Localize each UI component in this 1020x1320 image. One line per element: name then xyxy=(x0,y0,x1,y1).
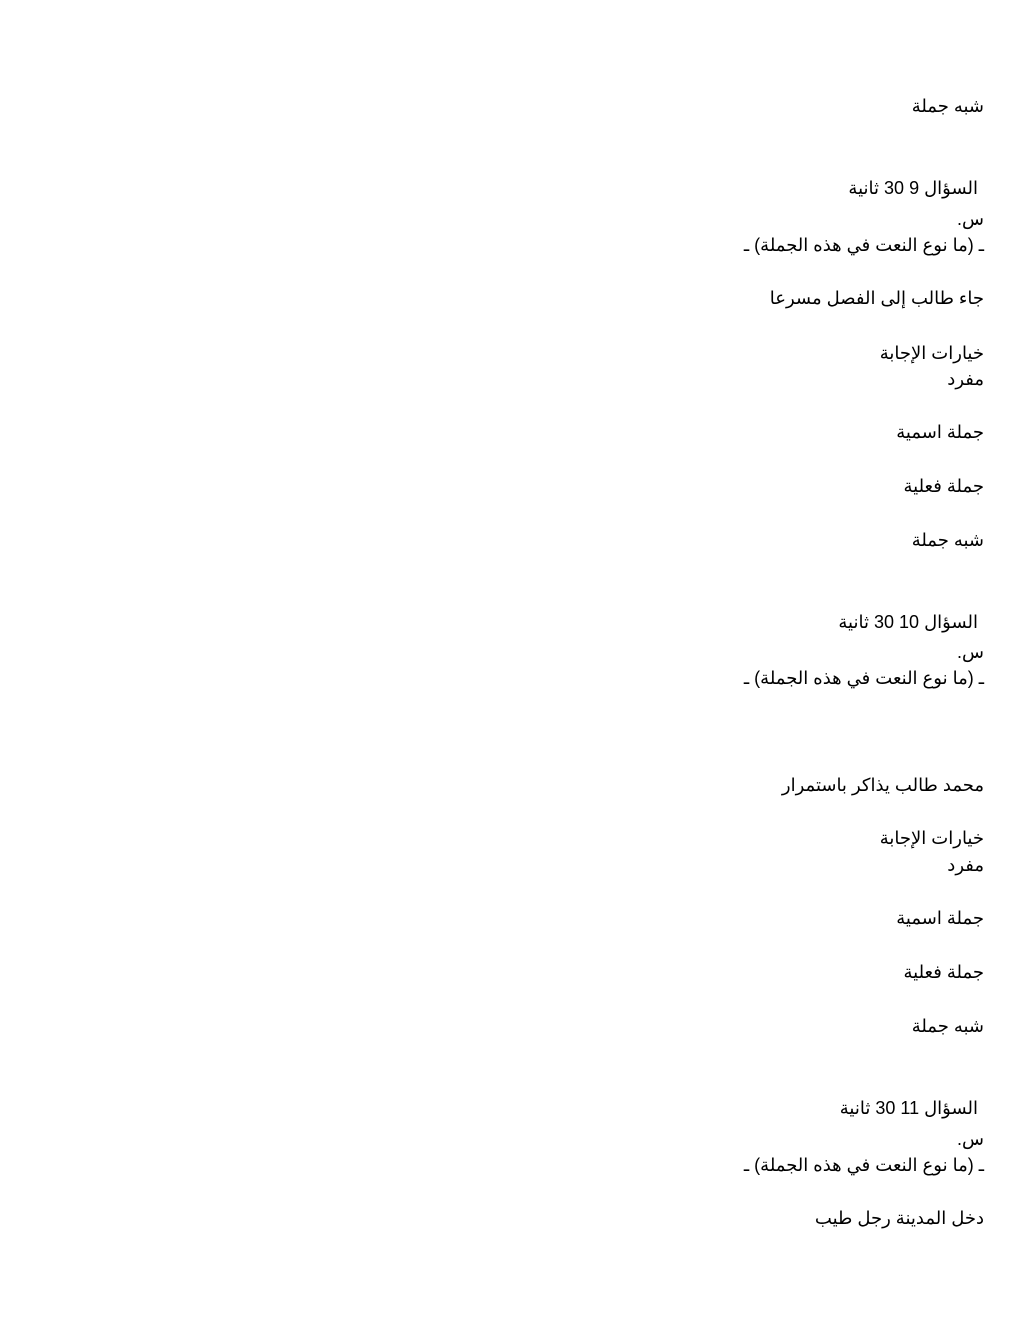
question-marker: س. xyxy=(957,1129,984,1149)
previous-answer-option: شبه جملة xyxy=(911,96,984,116)
question-header: السؤال 11 30 ثانية xyxy=(839,1098,978,1118)
question-prompt: ـ (ما نوع النعت في هذه الجملة) ـ xyxy=(743,668,984,688)
answer-option[interactable]: شبه جملة xyxy=(911,1016,984,1036)
question-prompt: ـ (ما نوع النعت في هذه الجملة) ـ xyxy=(743,1155,984,1175)
answer-option[interactable]: مفرد xyxy=(947,369,984,389)
answer-option[interactable]: جملة فعلية xyxy=(903,476,984,496)
question-sentence: دخل المدينة رجل طيب xyxy=(814,1208,984,1228)
question-sentence: محمد طالب يذاكر باستمرار xyxy=(781,775,984,795)
answer-option[interactable]: مفرد xyxy=(947,855,984,875)
answer-option[interactable]: شبه جملة xyxy=(911,530,984,550)
question-header: السؤال 10 30 ثانية xyxy=(838,612,978,632)
answer-option[interactable]: جملة اسمية xyxy=(896,422,984,442)
options-title: خيارات الإجابة xyxy=(879,828,984,848)
options-title: خيارات الإجابة xyxy=(879,343,984,363)
question-marker: س. xyxy=(957,642,984,662)
question-prompt: ـ (ما نوع النعت في هذه الجملة) ـ xyxy=(743,235,984,255)
question-marker: س. xyxy=(957,209,984,229)
question-sentence: جاء طالب إلى الفصل مسرعا xyxy=(769,288,984,308)
question-header: السؤال 9 30 ثانية xyxy=(848,178,978,198)
answer-option[interactable]: جملة اسمية xyxy=(896,908,984,928)
answer-option[interactable]: جملة فعلية xyxy=(903,962,984,982)
